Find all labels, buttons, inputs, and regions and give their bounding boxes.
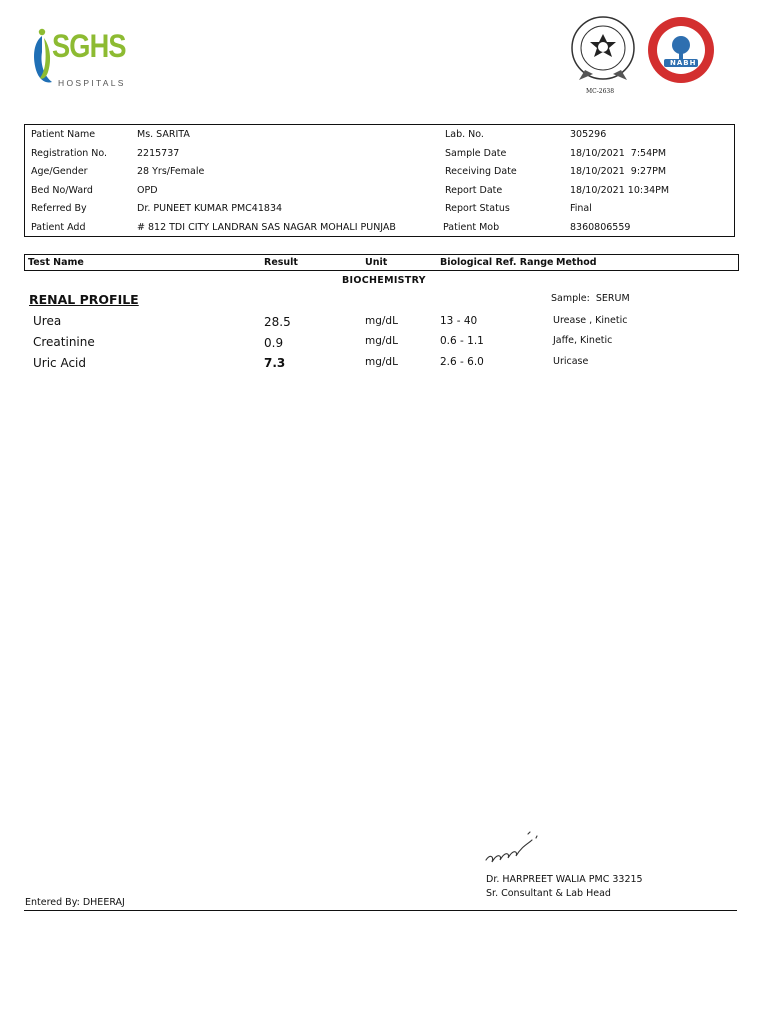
test-unit: mg/dL (365, 356, 398, 368)
report-status-value: Final (570, 203, 592, 214)
report-status-label: Report Status (445, 203, 510, 214)
referred-by-value: Dr. PUNEET KUMAR PMC41834 (137, 203, 283, 214)
report-date-value: 18/10/2021 10:34PM (570, 185, 670, 196)
signature-icon (480, 826, 544, 872)
sample-date-value: 18/10/2021 7:54PM (570, 148, 667, 159)
patient-mob-label: Patient Mob (443, 222, 500, 233)
test-method: Jaffe, Kinetic (553, 335, 613, 346)
receiving-date-label: Receiving Date (445, 166, 517, 177)
test-method: Uricase (553, 356, 589, 367)
logo-subtext: HOSPITALS (58, 78, 126, 88)
test-result: 0.9 (264, 336, 284, 350)
test-result: 28.5 (264, 315, 291, 329)
test-range: 13 - 40 (440, 315, 478, 327)
test-range: 2.6 - 6.0 (440, 356, 484, 368)
patient-info-box (24, 124, 735, 237)
test-range: 0.6 - 1.1 (440, 335, 484, 347)
header-method: Method (556, 257, 597, 268)
doctor-signature (480, 826, 544, 872)
patient-mob-value: 8360806559 (570, 222, 631, 233)
patient-address-label: Patient Add (31, 222, 86, 233)
department-title: BIOCHEMISTRY (342, 275, 426, 286)
header-unit: Unit (365, 257, 388, 268)
logo-text: SGHS (52, 28, 126, 64)
test-result-abnormal: 7.3 (264, 356, 286, 370)
lab-no-label: Lab. No. (445, 129, 484, 140)
test-name: Urea (33, 314, 62, 328)
registration-label: Registration No. (31, 148, 108, 159)
sample-date-label: Sample Date (445, 148, 507, 159)
nabh-icon (646, 15, 716, 85)
test-unit: mg/dL (365, 315, 398, 327)
section-title: RENAL PROFILE (29, 292, 139, 307)
nabh-seal (646, 15, 716, 85)
header-test-name: Test Name (28, 257, 84, 268)
certification-seal (569, 14, 637, 82)
receiving-date-value: 18/10/2021 9:27PM (570, 166, 667, 177)
referred-by-label: Referred By (31, 203, 87, 214)
test-name: Creatinine (33, 335, 95, 349)
test-unit: mg/dL (365, 335, 398, 347)
registration-value: 2215737 (137, 148, 180, 159)
sample-type: Sample: SERUM (551, 293, 630, 304)
seal-icon (569, 14, 637, 82)
patient-name-label: Patient Name (31, 129, 96, 140)
age-gender-label: Age/Gender (31, 166, 88, 177)
test-name: Uric Acid (33, 356, 87, 370)
doctor-title: Sr. Consultant & Lab Head (486, 888, 611, 899)
footer-divider (24, 910, 737, 911)
nabh-label: NABH (670, 59, 697, 67)
report-date-label: Report Date (445, 185, 503, 196)
header-result: Result (264, 257, 298, 268)
doctor-name: Dr. HARPREET WALIA PMC 33215 (486, 874, 643, 885)
bed-ward-label: Bed No/Ward (31, 185, 93, 196)
header-range: Biological Ref. Range (440, 257, 554, 268)
age-gender-value: 28 Yrs/Female (137, 166, 205, 177)
entered-by: Entered By: DHEERAJ (25, 897, 125, 908)
seal-code: MC-2638 (586, 88, 615, 95)
patient-address-value: # 812 TDI CITY LANDRAN SAS NAGAR MOHALI PUNJAB (137, 222, 396, 233)
test-method: Urease , Kinetic (553, 315, 628, 326)
bed-ward-value: OPD (137, 185, 158, 196)
lab-no-value: 305296 (570, 129, 607, 140)
patient-name-value: Ms. SARITA (137, 129, 190, 140)
